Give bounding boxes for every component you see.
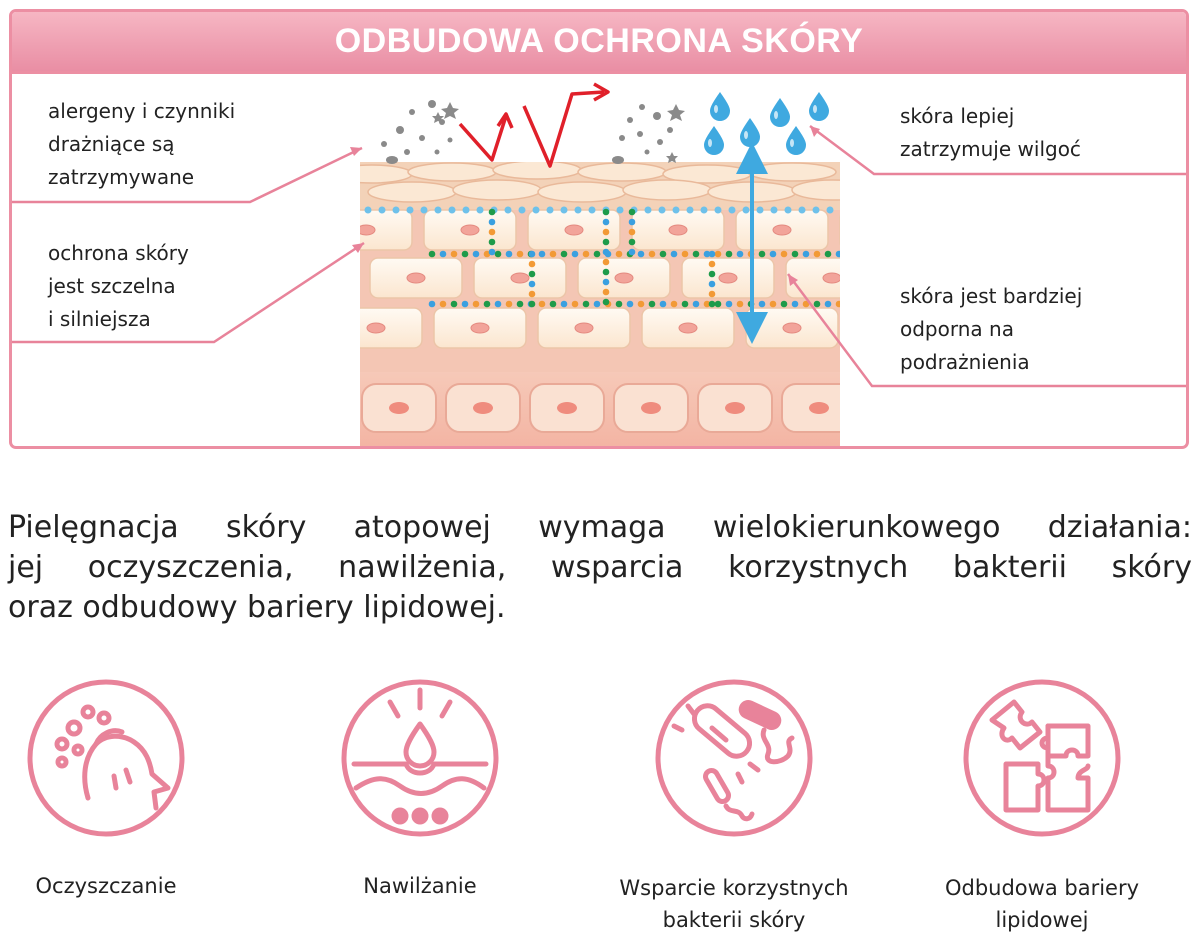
lipid-dot bbox=[616, 251, 623, 258]
allergen-particles-right bbox=[612, 104, 685, 164]
feature-label-cleansing bbox=[6, 870, 206, 902]
lipid-dot bbox=[709, 261, 716, 268]
lipid-dot bbox=[517, 301, 524, 308]
lipid-dot bbox=[393, 207, 400, 214]
callout-resistance-line-2: odporna na bbox=[900, 317, 1014, 341]
water-drop-skin-icon bbox=[340, 678, 500, 838]
callout-moisture-line-1: skóra lepiej bbox=[900, 104, 1015, 128]
banner-title: ODBUDOWA OCHRONA SKÓRY bbox=[334, 22, 864, 60]
callout-resistance bbox=[900, 280, 1082, 379]
lipid-dot bbox=[645, 207, 652, 214]
lipid-dot bbox=[489, 219, 496, 226]
lipid-dot bbox=[506, 251, 513, 258]
callout-moisture-line-2: zatrzymuje wilgoć bbox=[900, 137, 1081, 161]
feature-label-bacteria-line-2: bakterii skóry bbox=[662, 908, 806, 932]
lipid-dot bbox=[836, 301, 843, 308]
lipid-dot bbox=[575, 207, 582, 214]
feature-label-lipid-barrier bbox=[922, 872, 1162, 936]
callout-allergens-line-3: zatrzymywane bbox=[48, 165, 195, 189]
lipid-dot bbox=[629, 249, 636, 256]
description-paragraph bbox=[8, 508, 1192, 628]
lipid-dot bbox=[529, 281, 536, 288]
feature-label-lipid-barrier-line-1: Odbudowa bariery bbox=[944, 876, 1140, 900]
bacteria-icon bbox=[654, 678, 814, 838]
lipid-dot bbox=[539, 251, 546, 258]
lipid-dot bbox=[671, 301, 678, 308]
lipid-dot bbox=[785, 207, 792, 214]
lipid-dot bbox=[533, 207, 540, 214]
lipid-dot bbox=[682, 251, 689, 258]
lipid-dot bbox=[687, 207, 694, 214]
lipid-dot bbox=[659, 207, 666, 214]
lipid-dot bbox=[435, 207, 442, 214]
lipid-dot bbox=[715, 251, 722, 258]
callout-protection-line-1: ochrona skóry bbox=[48, 241, 189, 265]
lipid-dot bbox=[463, 207, 470, 214]
lipid-dot bbox=[603, 279, 610, 286]
lipid-dot bbox=[547, 207, 554, 214]
lipid-dot bbox=[572, 251, 579, 258]
callout-protection bbox=[48, 237, 189, 336]
paragraph-line-1: Pielęgnacja skóry atopowej wymaga wielokierunkowego działania: bbox=[8, 510, 1192, 545]
basal-nucleus bbox=[809, 402, 829, 414]
lipid-dot bbox=[629, 219, 636, 226]
feature-label-lipid-barrier-line-2: lipidowej bbox=[995, 908, 1089, 932]
lipid-dot bbox=[638, 251, 645, 258]
lipid-dot bbox=[770, 251, 777, 258]
cell-nucleus bbox=[783, 323, 801, 333]
skin-cross-section bbox=[320, 161, 942, 449]
lipid-dot bbox=[473, 301, 480, 308]
basal-nucleus bbox=[473, 402, 493, 414]
lipid-dot bbox=[709, 271, 716, 278]
lipid-dot bbox=[814, 301, 821, 308]
lipid-dot bbox=[660, 251, 667, 258]
lipid-dot bbox=[813, 207, 820, 214]
lipid-dot bbox=[603, 259, 610, 266]
lipid-dot bbox=[603, 269, 610, 276]
lipid-dot bbox=[550, 251, 557, 258]
lipid-dot bbox=[440, 301, 447, 308]
lipid-dot bbox=[715, 301, 722, 308]
lipid-dot bbox=[649, 301, 656, 308]
lipid-dot bbox=[539, 301, 546, 308]
lipid-dot bbox=[701, 207, 708, 214]
lipid-dot bbox=[603, 209, 610, 216]
lipid-dot bbox=[814, 251, 821, 258]
callout-allergens-line-1: alergeny i czynniki bbox=[48, 99, 236, 123]
lipid-dot bbox=[594, 251, 601, 258]
lipid-dot bbox=[495, 251, 502, 258]
lipid-dot bbox=[792, 301, 799, 308]
lipid-dot bbox=[649, 251, 656, 258]
lipid-dot bbox=[529, 301, 536, 308]
puzzle-icon bbox=[962, 678, 1122, 838]
lipid-dot bbox=[594, 301, 601, 308]
foam-face-icon bbox=[26, 678, 186, 838]
lipid-dot bbox=[484, 301, 491, 308]
lipid-dot bbox=[770, 301, 777, 308]
lipid-dot bbox=[629, 239, 636, 246]
lipid-dot bbox=[781, 301, 788, 308]
lipid-dot bbox=[617, 207, 624, 214]
lipid-dot bbox=[407, 207, 414, 214]
lipid-dot bbox=[629, 209, 636, 216]
basal-nucleus bbox=[725, 402, 745, 414]
lipid-dot bbox=[803, 251, 810, 258]
lipid-dot bbox=[682, 301, 689, 308]
lipid-dot bbox=[827, 207, 834, 214]
callout-protection-line-3: i silniejsza bbox=[48, 307, 151, 331]
callout-allergens-line-2: drażniące są bbox=[48, 132, 175, 156]
lipid-dot bbox=[495, 301, 502, 308]
lipid-dot bbox=[603, 249, 610, 256]
lipid-dot bbox=[589, 207, 596, 214]
cell-nucleus bbox=[669, 225, 687, 235]
lipid-dot bbox=[693, 251, 700, 258]
lipid-dot bbox=[506, 301, 513, 308]
lipid-dot bbox=[489, 229, 496, 236]
lipid-dot bbox=[473, 251, 480, 258]
lipid-dot bbox=[379, 207, 386, 214]
feature-label-cleansing-line-1: Oczyszczanie bbox=[35, 874, 177, 898]
cell-nucleus bbox=[471, 323, 489, 333]
lipid-dot bbox=[781, 251, 788, 258]
lipid-dot bbox=[757, 207, 764, 214]
lipid-dot bbox=[529, 251, 536, 258]
lipid-dot bbox=[572, 301, 579, 308]
lipid-dot bbox=[771, 207, 778, 214]
feature-label-moisturizing-line-1: Nawilżanie bbox=[363, 874, 477, 898]
lipid-dot bbox=[451, 301, 458, 308]
lipid-dot bbox=[440, 251, 447, 258]
paragraph-line-2: jej oczyszczenia, nawilżenia, wsparcia korzystnych bakterii skóry bbox=[8, 550, 1192, 585]
cell-nucleus bbox=[511, 273, 529, 283]
lipid-dot bbox=[561, 207, 568, 214]
skin-cell bbox=[840, 210, 932, 250]
basal-nucleus bbox=[389, 402, 409, 414]
lipid-dot bbox=[709, 301, 716, 308]
lipid-dot bbox=[529, 291, 536, 298]
lipid-dot bbox=[429, 251, 436, 258]
lipid-dot bbox=[737, 251, 744, 258]
lipid-dot bbox=[709, 281, 716, 288]
callout-protection-line-2: jest szczelna bbox=[48, 274, 176, 298]
lipid-dot bbox=[451, 251, 458, 258]
lipid-dot bbox=[715, 207, 722, 214]
lipid-dot bbox=[629, 229, 636, 236]
lipid-dot bbox=[489, 209, 496, 216]
lipid-dot bbox=[489, 249, 496, 256]
lipid-dot bbox=[583, 301, 590, 308]
lipid-dot bbox=[603, 239, 610, 246]
lipid-dot bbox=[737, 301, 744, 308]
lipid-dot bbox=[365, 207, 372, 214]
cell-nucleus bbox=[565, 225, 583, 235]
lipid-dot bbox=[759, 251, 766, 258]
lipid-dot bbox=[709, 291, 716, 298]
lipid-dot bbox=[477, 207, 484, 214]
lipid-dot bbox=[743, 207, 750, 214]
lipid-dot bbox=[638, 301, 645, 308]
lipid-dot bbox=[529, 261, 536, 268]
lipid-dot bbox=[583, 251, 590, 258]
lipid-dot bbox=[726, 301, 733, 308]
cell-nucleus bbox=[877, 225, 895, 235]
lipid-dot bbox=[671, 251, 678, 258]
lipid-dot bbox=[519, 207, 526, 214]
callout-allergens bbox=[48, 95, 235, 194]
lipid-dot bbox=[825, 301, 832, 308]
lipid-dot bbox=[421, 207, 428, 214]
cell-nucleus bbox=[367, 323, 385, 333]
cell-nucleus bbox=[575, 323, 593, 333]
callout-resistance-line-3: podrażnienia bbox=[900, 350, 1030, 374]
cell-nucleus bbox=[407, 273, 425, 283]
lipid-dot bbox=[759, 301, 766, 308]
allergen-particles-left bbox=[381, 100, 459, 164]
paragraph-line-3: oraz odbudowy bariery lipidowej. bbox=[8, 590, 506, 625]
lipid-dot bbox=[603, 289, 610, 296]
lipid-dot bbox=[561, 251, 568, 258]
callout-moisture bbox=[900, 100, 1081, 166]
lipid-dot bbox=[709, 251, 716, 258]
cell-nucleus bbox=[461, 225, 479, 235]
cell-nucleus bbox=[679, 323, 697, 333]
lipid-dot bbox=[489, 239, 496, 246]
lipid-dot bbox=[449, 207, 456, 214]
skin-barrier-panel bbox=[9, 9, 1189, 449]
basal-nucleus bbox=[641, 402, 661, 414]
skin-layers-diagram bbox=[12, 12, 1189, 449]
lipid-dot bbox=[517, 251, 524, 258]
lipid-dot bbox=[693, 301, 700, 308]
cell-nucleus bbox=[719, 273, 737, 283]
lipid-dot bbox=[603, 219, 610, 226]
lipid-dot bbox=[529, 271, 536, 278]
lipid-dot bbox=[505, 207, 512, 214]
feature-label-bacteria bbox=[604, 872, 864, 936]
lipid-dot bbox=[660, 301, 667, 308]
feature-label-moisturizing bbox=[320, 870, 520, 902]
basal-nucleus bbox=[557, 402, 577, 414]
cell-nucleus bbox=[615, 273, 633, 283]
lipid-dot bbox=[792, 251, 799, 258]
cell-nucleus bbox=[773, 225, 791, 235]
lipid-dot bbox=[603, 229, 610, 236]
water-drops bbox=[704, 92, 829, 155]
lipid-dot bbox=[550, 301, 557, 308]
deflection-arrows bbox=[460, 84, 608, 166]
lipid-dot bbox=[726, 251, 733, 258]
cell-nucleus bbox=[357, 225, 375, 235]
lipid-dot bbox=[616, 301, 623, 308]
lipid-dot bbox=[836, 251, 843, 258]
cell-nucleus bbox=[823, 273, 841, 283]
lipid-dot bbox=[799, 207, 806, 214]
lipid-dot bbox=[729, 207, 736, 214]
lipid-dot bbox=[462, 301, 469, 308]
lipid-dot bbox=[429, 301, 436, 308]
callout-resistance-line-1: skóra jest bardziej bbox=[900, 284, 1083, 308]
lipid-dot bbox=[603, 299, 610, 306]
lipid-dot bbox=[561, 301, 568, 308]
lipid-dot bbox=[462, 251, 469, 258]
feature-label-bacteria-line-1: Wsparcie korzystnych bbox=[619, 876, 849, 900]
lipid-dot bbox=[627, 301, 634, 308]
lipid-dot bbox=[825, 251, 832, 258]
lipid-dot bbox=[673, 207, 680, 214]
